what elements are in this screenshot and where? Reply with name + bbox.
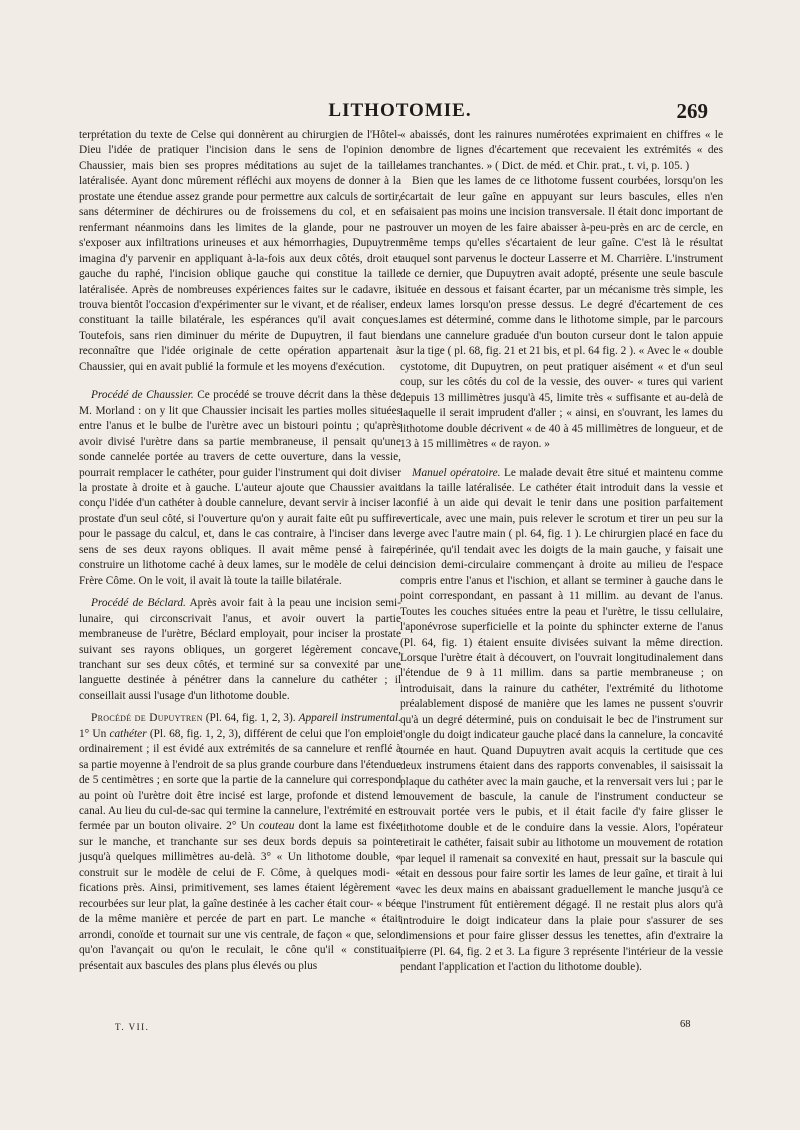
section-heading: Procédé de Dupuytren	[91, 712, 203, 725]
section-heading: Procédé de Béclard.	[91, 597, 186, 610]
term: cathéter	[109, 727, 147, 740]
term: couteau	[258, 820, 295, 833]
paragraph-text: Le malade devait être situé et maintenu comme dans la taille latéralisée. Le cathéter était introduit dans la vessie et confié à un aide qui devait le tenir dans une position parfaitement verticale, avec une main, puis relever le scrotum et tirer un peu sur la verge avec l'autre main ( pl. 64, fig. 1 ). Le chirurgien placé en face du périnée, qu'il tendait avec les doigts de la main gauche, y faisait une incision demi-circulaire commençant à droite au milieu de l'espace compris entre l'anus et l'ischion, et allant se terminer à gauche dans le point correspondant, en passant à 11 millim. au devant de l'anus. Toutes les couches situées entre la peau et l'urètre, le tissu cellulaire, l'aponévrose superficielle et la pointe du sphincter externe de l'anus (Pl. 64, fig. 1) étaient ensuite divisées suivant la même direction. Lorsque l'urètre était à découvert, on l'ouvrait longitudinalement dans l'étendue de 9 à 11 millim. dans sa partie membraneuse ; on introduisait, dans la rainure du cathéter, l'extrémité du lithotome préalablement disposé de manière que les lames ne pussent s'ouvrir qu'à un degré déterminé, puis on conduisait le bec de l'instrument sur l'ongle du doigt indicateur gauche placé dans la cannelure, la concavité tournée en haut. Quand Dupuytren avait acquis la certitude que ces deux instrumens étaient dans des rapports convenables, il saisissait la plaque du cathéter avec la main gauche, et la renversait vers lui ; par le mouvement de bascule, la canule de l'instrument conducteur se trouvait portée vers le pubis, et il était facile d'y faire glisser le lithotome double et de le conduire dans la vessie. Alors, l'opérateur retirait le cathéter, faisait subir au lithotome un mouvement de rotation par lequel il ramenait sa convexité en haut, pressait sur la bascule qui était en dessous pour faire sortir les lames de leur gaîne, et tirait à lui avec les deux mains en abaissant graduellement le manche jusqu'à ce que l'instrument fût entièrement dégagé. Il ne restait plus alors qu'à introduire le doigt indicateur dans la plaie pour s'assurer de ses dimensions et pour faire glisser dessus les tenettes, afin d'extraire la pierre (Pl. 64, fig. 2 et 3. La figure 3 représente l'intérieur de la vessie pendant l'application et l'action du lithotome double).	[400, 466, 723, 974]
section-heading: Manuel opératoire.	[412, 466, 501, 479]
paragraph	[79, 388, 401, 589]
page-title: LITHOTOMIE.	[328, 100, 472, 121]
page-number: 269	[676, 99, 708, 123]
paragraph-text: Ce procédé se trouve décrit dans la thèse de M. Morland : on y lit que Chaussier incisait les parties molles situées entre l'anus et le bulbe de l'urètre avec un bistouri pointu ; qu'après avoir divisé l'urètre dans sa partie membraneuse, il pensait qu'une sonde cannelée portée au travers de cette ouverture, dans la vessie, pourrait remplacer le cathéter, pour guider l'instrument qui doit diviser la prostate à droite et à gauche. L'auteur ajoute que Chaussier avait conçu l'idée d'un cathéter à double cannelure, devant servir à inciser la prostate d'un seul côté, si l'ouverture qu'on y aurait faite eût pu suffire pour le passage du calcul, et, dans le cas contraire, à l'inciser dans le sens de ses deux rayons obliques. Il avait même pensé à faire construire un lithotome caché à deux lames, sur le modèle de celui de Frère Côme. On le voit, il avait là toute la taille bilatérale.	[79, 389, 401, 587]
paragraph	[400, 466, 723, 976]
section-heading: Procédé de Chaussier.	[91, 389, 194, 402]
left-column	[79, 128, 401, 974]
section-subheading: Appareil instrumental.	[298, 712, 401, 725]
paragraph-text: (Pl. 68, fig. 1, 2, 3), différent de celui que l'on emploie ordinairement ; il est évidé aux extrémités de sa cannelure et renflé à sa partie moyenne à l'endroit de sa plus grande courbure dans l'étendue de 5 centimètres ; en sorte que la partie de la cannelure qui correspond au point où l'urètre doit être incisé est large, profonde et distend le canal. Au lieu du cul-de-sac qui termine la cannelure, l'extrémité en est fermée par un bouton olivaire. 2° Un	[79, 727, 402, 833]
paragraph-text: 1° Un	[79, 727, 110, 740]
paragraph: Bien que les lames de ce lithotome fussent courbées, lorsqu'on les écartait de leur gaîne en appuyant sur leurs bascules, elles n'en faisaient pas moins une incision transversale. Il était donc important de trouver un moyen de les faire abaisser à-peu-près en arc de cercle, en même temps qu'elles s'écartaient de leur gaîne. C'est là le résultat auquel sont parvenus le docteur Lasserre et M. Charrière. L'instrument de ce dernier, que Dupuytren avait adopté, présente une seule bascule située en dessous et faisant écarter, par un mécanisme très simple, les deux lames lorsqu'on presse dessus. Le degré d'écartement de ces lames est déterminé, comme dans le lithotome simple, par le parcours dans une cannelure graduée d'un bouton curseur dont le talon appuie sur la tige ( pl. 68, fig. 21 et 21 bis, et pl. 64 fig. 2 ). « Avec le « double cystotome, dit Dupuytren, on peut pratiquer aisément « et d'un seul coup, sur les côtés du col de la vessie, des ouver- « tures qui varient depuis 13 millimètres jusqu'à 45, limite très « suffisante et au-delà de laquelle il serait imprudent d'aller ; « ainsi, en s'ouvrant, les lames du lithotome double décrivent « de 40 à 45 millimètres de longueur, et de 13 à 15 millimètres « de rayon. »	[400, 175, 723, 451]
paragraph: « abaissés, dont les rainures numérotées exprimaient en chiffres « le nombre de lignes d'écartement que recevaient les extrémités « des lames tranchantes. » ( Dict. de méd. et Chir. prat., t. vi, p. 105. )	[400, 129, 723, 172]
sheet-number: 68	[680, 1019, 691, 1030]
paragraph	[79, 711, 401, 974]
paragraph-text: dont la lame est fixée sur le manche, et tranchante sur ses deux bords depuis sa pointe jusqu'à quelques millimètres au-delà. 3° « Un lithotome double, « construit sur le modèle de celui de F. Côme, à quelques modi- « fications près. Ainsi, primitivement, ses lames étaient légèrement « recourbées sur leur plat, la gaîne destinée à les cacher était cour- « bée de la même manière et percée de part en part. Le manche « était arrondi, conoïde et tournait sur une vis centrale, de façon « que, selon qu'on l'avançait ou qu'on le reculait, le cône qu'il « constituait présentait aux bascules des plans plus élevés ou plus	[79, 820, 401, 972]
right-column	[400, 128, 723, 975]
running-head	[0, 100, 800, 124]
paragraph: terprétation du texte de Celse qui donnèrent au chirurgien de l'Hôtel-Dieu l'idée de pratiquer l'incision dans le sens de l'opinion de Chaussier, mais bien ses propres méditations au sujet de la taille latéralisée. Ayant donc mûrement réfléchi aux moyens de donner à la prostate une étendue assez grande pour permettre aux calculs de sortir, sans déterminer de déchirures ou de froissemens du col, et en se renfermant néanmoins dans les limites de la glande, pour ne pas s'exposer aux infiltrations urineuses et aux hémorrhagies, Dupuytren imagina d'y parvenir en appliquant à-la-fois aux deux côtés, droit et gauche du raphé, l'incision oblique gauche qui constitue la taille latéralisée. Après de nombreuses expériences faites sur le cadavre, il trouva bientôt l'occasion d'expérimenter sur le vivant, et de réaliser, en constituant la taille bilatérale, les espérances qu'il avait conçues. Toutefois, sans rien diminuer du mérite de Dupuytren, il faut bien reconnaître que l'idée originale de cette opération appartenait à Chaussier, qui en avait publié la formule et les moyens d'exécution.	[79, 129, 401, 373]
figure-reference: (Pl. 64, fig. 1, 2, 3).	[202, 712, 299, 725]
volume-signature: T. VII.	[115, 1022, 150, 1032]
paragraph	[79, 596, 401, 704]
paragraph-text: Après avoir fait à la peau une incision semi-lunaire, qui circonscrivait l'anus, et avoir ouvert la partie membraneuse de l'urètre, Béclard employait, pour inciser la prostate suivant ses rayons obliques, un gorgeret légèrement concave, tranchant sur ses deux côtés, et terminé sur sa convexité par une languette destinée à pénétrer dans la cannelure du cathéter ; il conseillait aussi l'usage d'un lithotome double.	[79, 597, 401, 702]
